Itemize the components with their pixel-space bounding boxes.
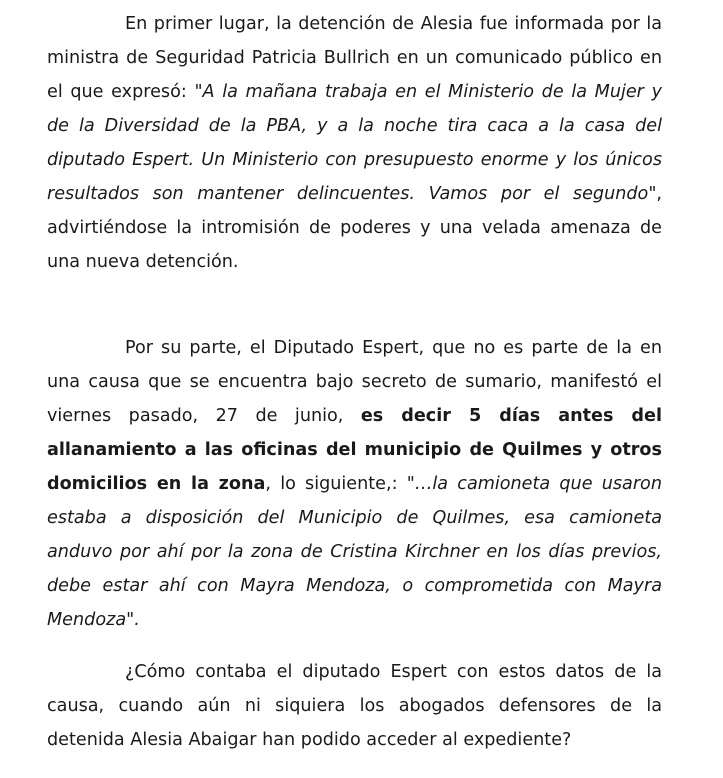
text-run: Por su parte, el Diputado Espert, que no es parte de la en una causa que se encuentra bajo secreto de sumario, manifestó el viernes pasado, 27 de junio, bbox=[47, 338, 662, 426]
text-run: , lo siguiente,: bbox=[265, 474, 407, 494]
bold-run: es decir 5 días antes del allanamiento a las oficinas del municipio de Quilmes y otros domicilios en la zona bbox=[47, 406, 662, 494]
text-run: En primer lugar, la detención de Alesia fue informada por la ministra de Seguridad Patricia Bullrich en un comunicado público en el que expresó: bbox=[47, 14, 662, 102]
text-run: , advirtiéndose la intromisión de poderes y una velada amenaza de una nueva detención. bbox=[47, 184, 662, 272]
text-run: ¿Cómo contaba el diputado Espert con estos datos de la causa, cuando aún ni siquiera los abogados defensores de la detenida Alesia Abaigar han podido acceder al expediente? bbox=[47, 662, 662, 750]
paragraph-question bbox=[47, 655, 662, 757]
paragraph-bullrich-statement bbox=[47, 7, 662, 279]
quote-run: "A la mañana trabaja en el Ministerio de la Mujer y de la Diversidad de la PBA, y a la noche tira caca a la casa del diputado Espert. Un Ministerio con presupuesto enorme y los únicos resultados son mantener delincuentes. Vamos por el segundo" bbox=[47, 82, 662, 204]
quote-run: "…la camioneta que usaron estaba a disposición del Municipio de Quilmes, esa camioneta anduvo por ahí por la zona de Cristina Kirchner en los días previos, debe estar ahí con Mayra Mendoza, o comprometida con Mayra Mendoza". bbox=[47, 474, 662, 630]
paragraph-espert-statement bbox=[47, 331, 662, 637]
